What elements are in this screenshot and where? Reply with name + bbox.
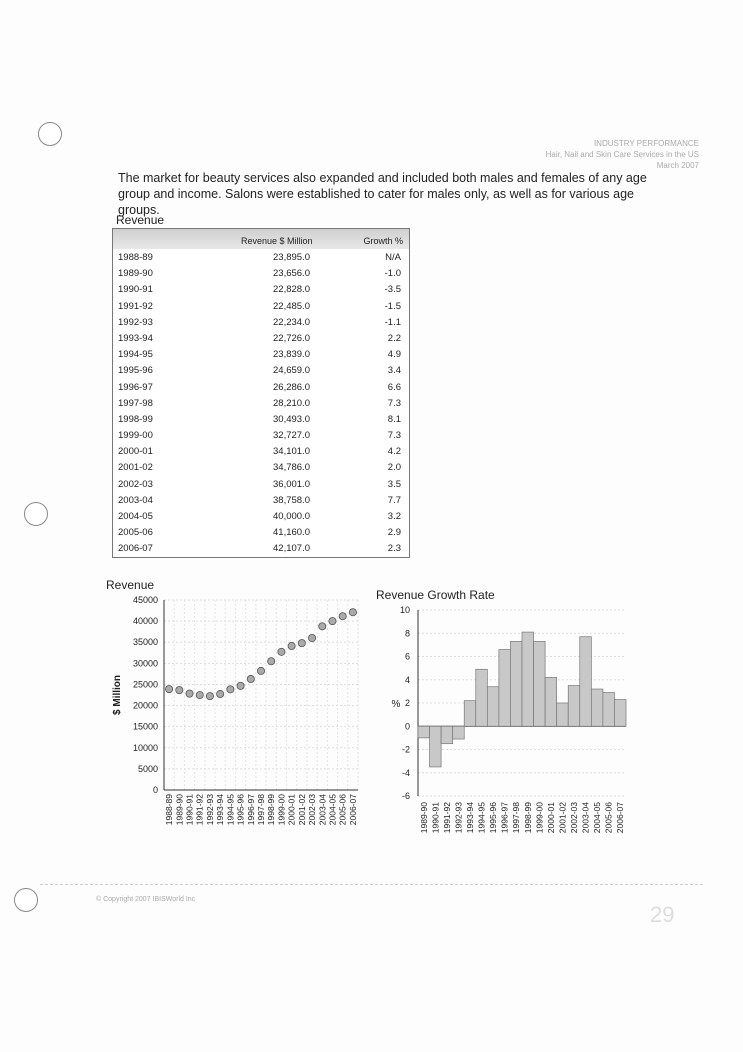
x-tick-label: 1995-96 [488,802,499,834]
x-tick-label: 2003-04 [580,802,591,834]
y-tick-label: 4 [404,674,410,685]
x-tick-label: 1990-91 [184,794,195,826]
revenue-table [112,228,410,558]
data-point [349,609,356,616]
cell-year: 2001-02 [118,462,153,474]
table-row [113,346,409,362]
x-tick-label: 1996-97 [499,802,510,834]
cell-growth: 3.2 [387,511,401,522]
cell-year: 1989-90 [118,268,153,280]
y-tick-label: 40000 [132,616,158,627]
cell-revenue: 34,101.0 [273,446,310,458]
x-tick-label: 1991-92 [441,802,452,834]
table-row [113,540,409,556]
table-row [113,298,409,314]
y-tick-label: 45000 [132,595,158,605]
x-tick-label: 2001-02 [296,794,307,826]
cell-growth: 2.2 [387,332,401,344]
x-tick-label: 1994-95 [476,802,487,834]
cell-revenue: 23,839.0 [273,349,310,361]
x-tick-label: 1998-99 [522,802,533,834]
x-tick-label: 1997-98 [256,794,266,826]
cell-growth: 4.2 [387,446,401,458]
y-tick-label: 30000 [132,658,158,669]
cell-revenue: 22,726.0 [273,332,310,344]
cell-year: 2002-03 [118,478,153,490]
bar [557,703,569,726]
cell-year: 1999-00 [118,430,153,442]
cell-growth: 3.4 [387,365,401,377]
y-tick-label: 0 [404,721,410,732]
x-tick-label: 1997-98 [511,802,522,834]
cell-revenue: 22,485.0 [273,300,310,312]
x-tick-label: 1994-95 [225,794,236,826]
cell-revenue: 41,160.0 [273,527,310,539]
table-row [113,362,409,378]
data-point [196,691,203,698]
y-tick-label: 2 [404,698,410,708]
cell-growth: 2.0 [387,462,401,474]
cell-growth: -1.5 [384,300,401,312]
cell-growth: -1.1 [384,316,401,328]
page-header [546,138,699,171]
cell-growth: 7.3 [387,397,401,409]
cell-revenue: 36,001.0 [273,478,310,490]
cell-growth: 7.3 [387,430,401,442]
cell-revenue: 32,727.0 [273,430,310,442]
punch-hole [14,888,38,912]
x-tick-label: 2000-01 [545,802,556,834]
table-row [113,476,409,492]
cell-year: 1991-92 [118,300,153,312]
cell-growth: 8.1 [387,413,401,425]
x-tick-label: 1988-89 [164,794,175,826]
header-report: Hair, Nail and Skin Care Services in the US [545,150,699,159]
cell-year: 1995-96 [118,365,153,377]
x-tick-label: 1999-00 [534,802,545,834]
x-tick-label: 1992-93 [204,794,215,826]
x-tick-label: 1989-90 [174,794,185,826]
column-header-growth: Growth % [363,236,403,246]
y-tick-label: 10 [399,605,410,615]
intro-paragraph: The market for beauty services also expanded and included both males and females of any age group and income. Salons were established to cater for males only, as well as for various age groups. [118,171,647,217]
punch-hole [24,502,48,526]
data-point [186,690,193,697]
cell-year: 1996-97 [118,381,153,393]
data-point [339,613,346,620]
table-row [113,492,409,508]
revenue-chart-title: Revenue [106,578,155,592]
cell-growth: -3.5 [384,284,401,296]
data-point [298,640,305,647]
cell-revenue: 22,234.0 [273,316,310,328]
x-tick-label: 2005-06 [603,802,614,834]
y-tick-label: 6 [404,651,410,662]
cell-year: 1998-99 [118,413,153,425]
data-point [217,690,224,697]
table-row [113,395,409,411]
x-tick-label: 1991-92 [194,794,205,826]
growth-chart-title: Revenue Growth Rate [376,588,495,602]
data-point [288,642,295,649]
x-tick-label: 2004-05 [592,802,603,834]
data-point [247,675,254,682]
y-tick-label: 10000 [132,742,158,753]
table-row [113,314,409,330]
cell-revenue: 30,493.0 [273,413,310,425]
x-tick-label: 1989-90 [418,802,429,834]
table-row [113,411,409,427]
bar [453,726,465,739]
cell-revenue: 24,659.0 [273,365,310,377]
data-point [278,648,285,655]
data-point [329,618,336,625]
y-tick-label: 0 [152,785,158,795]
punch-hole [38,122,62,146]
copyright: © Copyright 2007 IBISWorld Inc [96,896,196,903]
cell-growth: 7.7 [387,494,401,506]
bar [464,701,476,727]
cell-revenue: 22,828.0 [273,284,310,296]
bar [430,726,442,767]
table-row [113,330,409,346]
y-axis-label: $ Million [112,675,123,715]
y-tick-label: 15000 [132,721,158,732]
bar [441,726,453,743]
bar [591,689,603,726]
data-point [319,623,326,630]
cell-year: 2006-07 [118,543,153,555]
cell-year: 1997-98 [118,397,153,409]
table-row [113,427,409,443]
page-number: 29 [650,902,675,927]
header-date: March 2007 [656,161,699,170]
bar [499,650,511,727]
y-axis-label: % [391,699,401,710]
cell-growth: -1.0 [384,268,401,280]
header-section: INDUSTRY PERFORMANCE [593,139,699,148]
data-point [268,658,275,665]
bar [568,686,580,727]
y-tick-label: 5000 [137,763,158,774]
footer-divider [40,884,703,885]
cell-year: 2004-05 [118,511,153,522]
bar [614,700,626,727]
x-tick-label: 1992-93 [453,802,464,834]
bar [545,677,557,726]
data-point [308,634,315,641]
revenue-chart [100,592,370,842]
y-tick-label: 8 [404,628,410,639]
x-tick-label: 1996-97 [245,794,256,826]
y-tick-label: 25000 [132,679,158,690]
cell-growth: 6.6 [387,381,401,393]
x-tick-label: 1998-99 [266,794,277,826]
x-tick-label: 2001-02 [557,802,568,834]
x-tick-label: 2002-03 [569,802,579,834]
bar [522,632,534,726]
data-point [206,693,213,700]
cell-revenue: 40,000.0 [273,511,310,522]
x-tick-label: 1993-94 [465,802,475,834]
bar [603,693,615,727]
bar [510,641,522,726]
y-tick-label: -6 [401,791,410,801]
table-row [113,249,409,265]
x-tick-label: 1990-91 [430,802,441,834]
x-tick-label: 1993-94 [215,794,226,826]
x-tick-label: 2000-01 [286,794,297,826]
table-body [113,249,409,557]
table-row [113,459,409,475]
cell-year: 2005-06 [118,527,153,539]
column-header-revenue: Revenue $ Million [241,236,313,246]
x-tick-label: 1999-00 [276,794,287,826]
data-point [257,667,264,674]
cell-year: 1990-91 [118,284,153,296]
x-tick-label: 2004-05 [327,794,338,826]
data-point [166,686,173,693]
data-point [227,686,234,693]
cell-revenue: 42,107.0 [273,543,310,555]
data-point [237,682,244,689]
x-tick-label: 2002-03 [307,794,318,826]
table-row [113,524,409,540]
cell-growth: 2.3 [387,543,401,555]
x-tick-label: 2003-04 [317,794,328,826]
bar [418,726,430,738]
cell-growth: 4.9 [387,349,401,361]
cell-year: 2003-04 [118,494,153,506]
x-tick-label: 2005-06 [337,794,348,826]
cell-revenue: 34,786.0 [273,462,310,474]
x-tick-label: 2006-07 [615,802,626,834]
y-tick-label: -2 [401,744,410,755]
table-row [113,281,409,297]
cell-growth: N/A [385,252,401,263]
growth-chart [376,602,636,852]
table-row [113,379,409,395]
bar [487,687,499,727]
y-tick-label: 20000 [132,700,158,711]
x-tick-label: 1995-96 [235,794,246,826]
cell-revenue: 23,656.0 [273,268,310,280]
bar [476,669,488,726]
cell-revenue: 26,286.0 [273,381,310,393]
table-row [113,265,409,281]
cell-year: 1992-93 [118,316,153,328]
cell-revenue: 28,210.0 [273,397,310,409]
bar [580,637,592,727]
bar [534,641,546,726]
cell-revenue: 38,758.0 [273,494,310,506]
table-row [113,508,409,524]
x-tick-label: 2006-07 [347,794,358,826]
cell-year: 2000-01 [118,446,153,458]
cell-year: 1993-94 [118,332,153,344]
table-header [113,229,409,249]
table-row [113,443,409,459]
data-point [176,687,183,694]
cell-year: 1994-95 [118,349,153,361]
cell-growth: 2.9 [387,527,401,539]
cell-revenue: 23,895.0 [273,252,310,263]
table-title: Revenue [116,213,165,227]
cell-year: 1988-89 [118,252,153,263]
cell-growth: 3.5 [387,478,401,490]
y-tick-label: -4 [401,767,410,778]
y-tick-label: 35000 [132,637,158,648]
